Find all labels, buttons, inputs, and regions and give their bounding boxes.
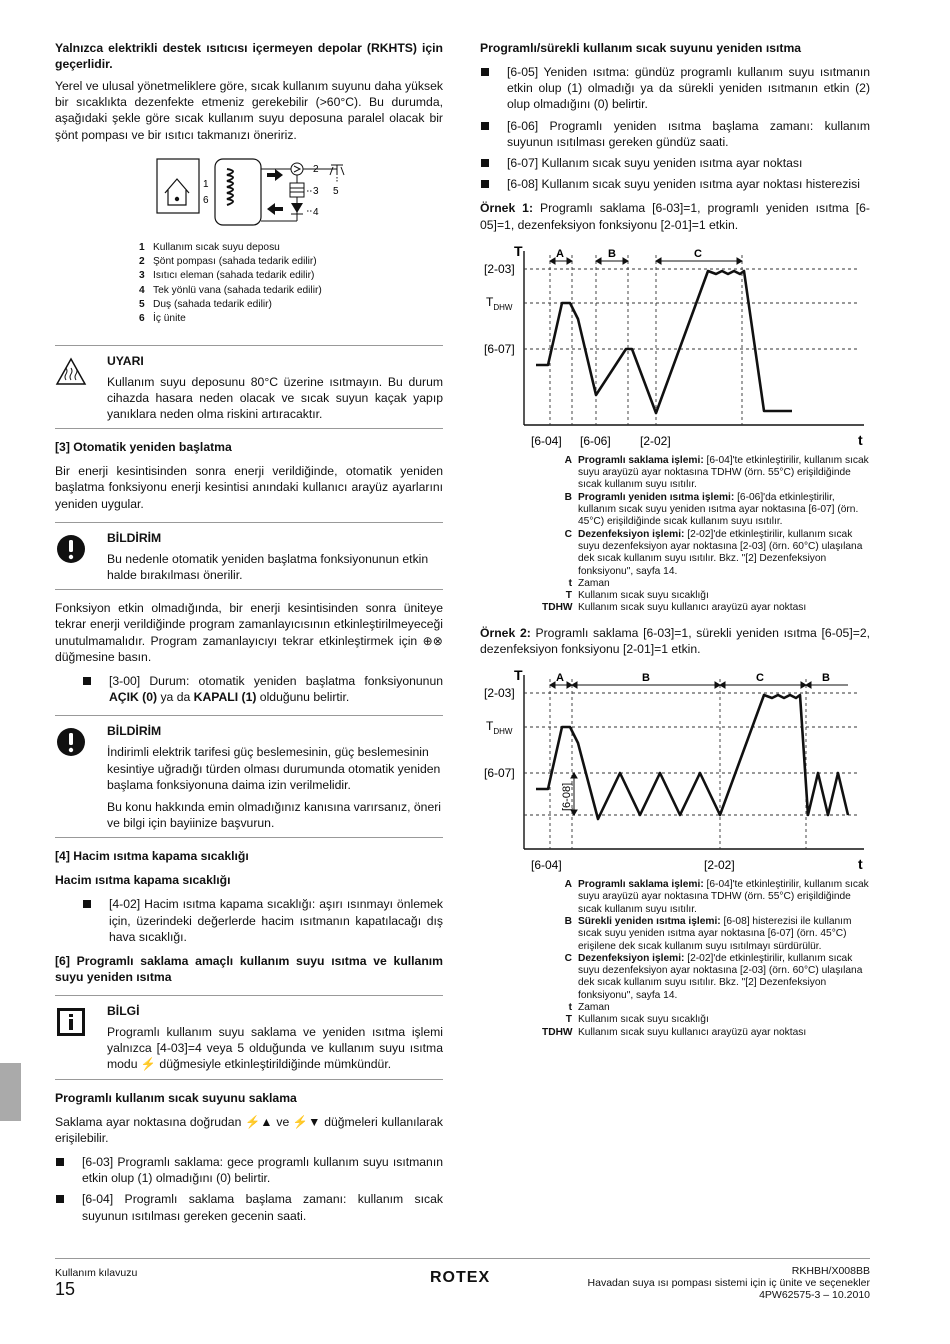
notice-title: BİLDİRİM (107, 724, 162, 739)
check-valve-symbol (291, 203, 303, 213)
info-icon (55, 1006, 87, 1038)
diagram-label-3: 3 (313, 185, 319, 197)
section-title-space-heating: [4] Hacim ısıtma kapama sıcaklığı (55, 849, 249, 864)
info-title: BİLGİ (107, 1004, 140, 1019)
legend-row: T Kullanım sıcak suyu sıcaklığı (565, 590, 709, 602)
notice-box-1 (55, 522, 443, 590)
legend-row: C Dezenfeksiyon işlemi: [2-02]'de etkinleştirilir, kullanım sıcak suyu dezenfeksiyon ayar noktasına [2-03] (örn. 60°C) ulaşılana dek sıcak kullanım suyu ısıtılır. Bkz. "[2] Dezenfeksiyon fonksiyonu", sayfa 14. (564, 952, 863, 1001)
phase-label-a: A (556, 247, 564, 260)
left-column (55, 40, 443, 1229)
y-tick-label: $T_{DHW}$ (486, 719, 513, 737)
y-tick-label: [6-07] (484, 341, 515, 356)
warning-box (55, 345, 443, 430)
phase-label-b2: B (822, 672, 830, 685)
notice-text: Bu konu hakkında emin olmadığınız kanısına varırsanız, öneri ve bilgi için bayiinize başvurun. (107, 800, 441, 831)
diagram-label-1: 1 (203, 178, 209, 190)
legend-row: B Programlı yeniden ısıtma işlemi: [6-06]'da etkinleştirilir, kullanım sıcak suyu yeniden ısıtma ayar noktasına [6-07] (örn. 45°C) erişildiğinde sıcak kullanım suyu ısıtılır. (564, 491, 859, 528)
chart-example-2 (480, 665, 870, 875)
temperature-curve (536, 271, 792, 413)
bullet-4-02: [4-02] Hacim ısıtma kapama sıcaklığı: aşırı ısınmayı önlemek için, üzerindeki değerlerde hacim ısıtmanın kapatılacağı dış hava sıcaklığı. (82, 896, 443, 945)
exclamation-icon (55, 726, 87, 758)
footer-model: RKHBH/X008BB (791, 1265, 870, 1277)
chart-1-legend (542, 455, 870, 615)
x-tick-label: [6-04] (531, 433, 562, 448)
phase-label-b: B (642, 672, 650, 685)
bullet-6-06: [6-06] Programlı yeniden ısıtma başlama zamanı: kullanım suyunun ısıtılması gereken gündüz saati. (480, 118, 870, 150)
shunt-pump-diagram (155, 157, 375, 237)
footer-description: Havadan suya ısı pompası sistemi için iç ünite ve seçenekler (587, 1277, 870, 1289)
paragraph-disinfection: Yerel ve ulusal yönetmeliklere göre, sıcak kullanım suyunu daha yüksek bir sıcaklıkta dezenfekte etmeniz gerekebilir (>60°C). Bu durumda, aşağıdaki şekle göre sıcak kullanım suyu deposuna paralel olacak bir şönt pompası ve bir ısıtıcı takmanızı öneririz. (55, 79, 443, 142)
y-tick-label: $T_{DHW}$ (486, 294, 513, 312)
x-tick-label: [6-04] (531, 858, 562, 873)
section-title-auto-restart: [3] Otomatik yeniden başlatma (55, 440, 232, 455)
legend-item: 3 Isıtıcı eleman (sahada tedarik edilir) (139, 270, 315, 282)
legend-row: B Sürekli yeniden ısıtma işlemi: [6-08] histerezisi ile kullanım sıcak suyu yeniden ısıtma ayar noktasına [6-07] (örn. 45°C) erişilene dek sıcak kullanım suyu ısıtılmayı sürdürülür. (564, 915, 852, 952)
diagram-legend (139, 241, 443, 327)
diagram-label-4: 4 (313, 206, 319, 218)
info-text: Programlı kullanım suyu saklama ve yeniden ısıtma işlemi yalnızca [4-03]=4 veya 5 olduğunda ve kullanım suyu ısıtma modu ⚡ düğmesiyle etkinleştirildiğinde mümkündür. (107, 1025, 443, 1072)
x-tick-label: [2-02] (640, 433, 671, 448)
legend-row: TDHW Kullanım sıcak suyu kullanıcı arayüzü ayar noktası (542, 602, 807, 614)
page-number: 15 (55, 1279, 76, 1299)
notice-text: Bu nedenle otomatik yeniden başlatma fonksiyonunun etkin halde bırakılması önerilir. (107, 551, 429, 583)
hysteresis-label: [6-08] (561, 782, 573, 812)
legend-item: 5 Duş (sahada tedarik edilir) (139, 299, 272, 310)
bullet-6-04: [6-04] Programlı saklama başlama zamanı: kullanım sıcak suyunun ısıtılması gereken gecenin saati. (55, 1191, 443, 1223)
y-tick-label: [2-03] (484, 261, 515, 276)
y-axis-label: T (514, 667, 523, 684)
bullet-3-00: [3-00] Durum: otomatik yeniden başlatma fonksiyonunun AÇIK (0) ya da KAPALI (1) olduğunu belirtir. (82, 673, 443, 705)
subsection-title-storage: Programlı kullanım sıcak suyunu saklama (55, 1090, 297, 1105)
legend-row: t Zaman (568, 1002, 610, 1014)
diagram-label-2: 2 (313, 163, 319, 175)
section-tab-marker (0, 1063, 21, 1121)
y-tick-label: [2-03] (484, 686, 515, 701)
legend-row: A Programlı saklama işlemi: [6-04]'te etkinleştirilir, kullanım sıcak suyu arayüzü ayar noktasına TDHW (örn. 55°C) erişildiğinde sıcak kullanım suyu ısıtılır. (564, 454, 869, 491)
legend-row: T Kullanım sıcak suyu sıcaklığı (565, 1014, 709, 1026)
paragraph-auto-restart: Bir enerji kesintisinden sonra enerji verildiğinde, otomatik yeniden başlatma fonksiyonu enerji kesintisi anındaki kullanıcı arayüz ayarlarını yeniden uygular. (55, 464, 443, 511)
paragraph-timer: Fonksiyon etkin olmadığında, bir enerji kesintisinden sonra üniteye tekrar enerji verildiğinde program zamanlayıcısının etkinleştirilmeyeceği unutulmamalıdır. Program zamanlayıcıyı tekrar etkinleştirmek için ⊕⊗ düğmesine basın. (55, 601, 443, 664)
x-tick-label: [6-06] (580, 433, 611, 448)
x-axis-label: t (858, 431, 863, 448)
subsection-title: Hacim ısıtma kapama sıcaklığı (55, 873, 231, 888)
chart-example-1 (480, 241, 870, 451)
section-title-rkhts: Yalnızca elektrikli destek ısıtıcısı içermeyen depolar (RKHTS) için geçerlidir. (55, 41, 443, 71)
legend-row: C Dezenfeksiyon işlemi: [2-02]'de etkinleştirilir, kullanım sıcak suyu dezenfeksiyon ayar noktasına [2-03] (örn. 60°C) ulaşılana dek sıcak kullanım suyu ısıtılır. Bkz. "[2] Dezenfeksiyon fonksiyonu", sayfa 14. (564, 528, 863, 577)
x-axis-label: t (858, 856, 863, 873)
heater-symbol (290, 183, 304, 197)
y-tick-label: [6-07] (484, 766, 515, 781)
tank-box (215, 159, 261, 225)
subsection-title-reheat: Programlı/sürekli kullanım sıcak suyunu yeniden ısıtma (480, 41, 802, 55)
legend-row: TDHW Kullanım sıcak suyu kullanıcı arayüzü ayar noktası (542, 1026, 807, 1038)
arrow-right-icon (267, 169, 283, 181)
example-1-text: Örnek 1: Programlı saklama [6-03]=1, programlı yeniden ısıtma [6-05]=1, dezenfeksiyon fonksiyonu [2-01]=1 etkin. (480, 201, 870, 232)
notice-text: İndirimli elektrik tarifesi güç beslemesinin, güç beslemesinin kesintiye uğradığı türden olması durumunda otomatik yeniden başlama fonksiyonuna daima izin verilmelidir. (107, 745, 441, 792)
footer-doc-type: Kullanım kılavuzu (55, 1267, 138, 1279)
legend-item: 6 İç ünite (139, 313, 186, 325)
bullet-6-08: [6-08] Kullanım sıcak suyu yeniden ısıtma ayar noktası histerezisi (480, 176, 870, 192)
warning-title: UYARI (107, 353, 144, 368)
temperature-curve (536, 695, 848, 819)
info-box (55, 995, 443, 1080)
pump-symbol (291, 163, 303, 175)
diagram-label-5: 5 (333, 185, 339, 197)
chart-2-legend (542, 879, 870, 1039)
tank-coil (227, 169, 233, 205)
legend-item: 2 Şönt pompası (sahada tedarik edilir) (139, 256, 317, 268)
notice-box-2 (55, 715, 443, 838)
section-title-dhw: [6] Programlı saklama amaçlı kullanım suyu ısıtma ve kullanım suyu yeniden ısıtma (55, 954, 443, 985)
bullet-6-05: [6-05] Yeniden ısıtma: gündüz programlı kullanım suyu ısıtmanın etkin olup (1) olmadığı ya da sürekli yeniden ısıtmanın etkin (2) olup olmadığını (0) belirtir. (480, 64, 870, 113)
legend-row: A Programlı saklama işlemi: [6-04]'te etkinleştirilir, kullanım sıcak suyu arayüzü ayar noktasına TDHW (örn. 55°C) erişildiğinde sıcak kullanım suyu ısıtılır. (564, 879, 869, 915)
footer-code: 4PW62575-3 – 10.2010 (759, 1289, 870, 1301)
paragraph-storage: Saklama ayar noktasına doğrudan ⚡▲ ve ⚡▼ düğmeleri kullanılarak erişilebilir. (55, 1114, 443, 1145)
example-2-text: Örnek 2: Programlı saklama [6-03]=1, sürekli yeniden ısıtma [6-05]=2, dezenfeksiyon fonksiyonu [2-01]=1 etkin. (480, 625, 870, 656)
bullet-6-03: [6-03] Programlı saklama: gece programlı kullanım suyu ısıtmanın etkin olup (1) olmadığını (0) belirtir. (55, 1154, 443, 1186)
x-tick-label: [2-02] (704, 858, 735, 873)
legend-item: 4 Tek yönlü vana (sahada tedarik edilir) (139, 284, 322, 296)
legend-item: 1 Kullanım sıcak suyu deposu (139, 241, 280, 253)
notice-title: BİLDİRİM (107, 530, 162, 545)
brand-logo: ROTEX (430, 1269, 491, 1286)
y-axis-label: T (514, 242, 523, 259)
phase-label-c: C (756, 672, 764, 685)
phase-label-b: B (608, 247, 616, 260)
diagram-label-6: 6 (203, 194, 209, 206)
arrow-left-icon (267, 203, 283, 215)
warning-text: Kullanım suyu deposunu 80°C üzerine ısıtmayın. Bu durum cihazda hasara neden olacak ve sıcak suyun kaçak yapıp yanıklara neden olma riskini artıracaktır. (107, 374, 443, 421)
legend-row: t Zaman (568, 577, 610, 589)
shower-icon (330, 165, 344, 175)
phase-label-a: A (556, 672, 564, 685)
bullet-6-07: [6-07] Kullanım sıcak suyu yeniden ısıtma ayar noktası (480, 155, 870, 171)
hot-surface-warning-icon (55, 356, 87, 388)
phase-label-c: C (694, 247, 702, 260)
right-column (480, 40, 870, 1039)
page-footer (55, 1258, 870, 1301)
exclamation-icon (55, 533, 87, 565)
